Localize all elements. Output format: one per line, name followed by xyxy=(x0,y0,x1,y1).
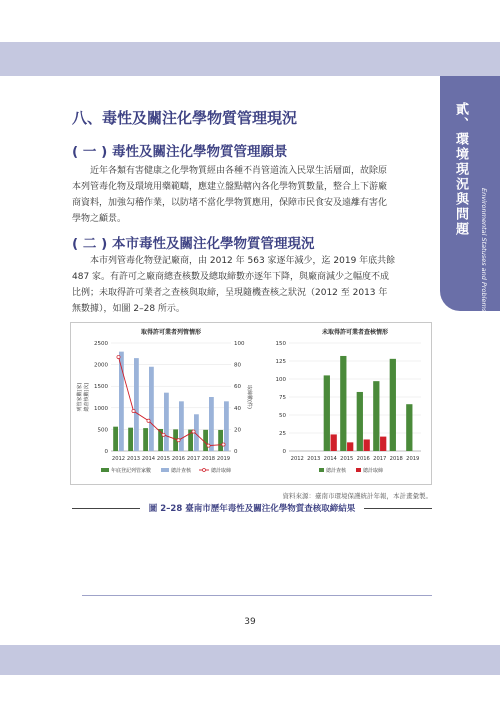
y-tick-label-left: 2000 xyxy=(94,362,108,369)
bar-violations xyxy=(380,437,386,451)
y-tick-label: 75 xyxy=(279,395,286,401)
subsection-2-title: ( 二 ) 本市毒性及關注化學物質管理現況 xyxy=(72,236,315,252)
bar-inspections xyxy=(179,401,184,451)
x-tick-label: 2017 xyxy=(373,456,387,462)
y-tick-label-left: 1500 xyxy=(94,384,108,391)
legend-label-inspections: 總計查核 xyxy=(171,468,192,474)
legend-swatch-registered xyxy=(101,468,109,472)
point-violations xyxy=(177,439,180,442)
y-axis-label-left: 列管家數(家) xyxy=(77,382,83,412)
figure-caption: 圖 2–28 臺南市歷年毒性及關注化學物質查核取締結果 xyxy=(148,504,356,514)
x-tick-label: 2014 xyxy=(323,456,337,462)
y-tick-label-right: 0 xyxy=(234,449,238,455)
legend-label-violations: 總計取締 xyxy=(363,468,384,474)
chart-title: 取得許可業者列管情形 xyxy=(140,329,202,336)
bar-inspections xyxy=(149,367,154,451)
x-tick-label: 2014 xyxy=(141,456,156,462)
x-tick-label: 2017 xyxy=(186,456,201,462)
y-tick-label-left: 2500 xyxy=(94,341,108,347)
figure-box xyxy=(70,322,432,485)
bar-inspections xyxy=(134,358,139,451)
x-tick-label: 2016 xyxy=(171,456,186,462)
y-tick-label-right: 60 xyxy=(234,384,241,391)
point-violations xyxy=(132,409,135,412)
point-violations xyxy=(162,433,165,436)
bar-registered xyxy=(143,428,148,451)
bar-inspections xyxy=(406,404,412,451)
paragraph-line: 近年各類有害健康之化學物質經由各種不肖管道流入民眾生活層面，故除原 xyxy=(72,166,388,176)
bar-inspections xyxy=(164,393,169,451)
y-tick-label-right: 100 xyxy=(234,341,245,347)
x-tick-label: 2012 xyxy=(290,456,304,462)
point-violations xyxy=(207,444,210,447)
source-note: 資料來源：臺南市環境保護統計年報，本計畫彙製。 xyxy=(282,492,432,500)
bar-violations xyxy=(364,439,370,451)
x-tick-label: 2013 xyxy=(126,456,141,462)
chapter-title: 貳、環境現況與問題 xyxy=(453,102,468,237)
paragraph-line: 比例；未取得許可業者之查核與取締，呈現隨機查核之狀況（2012 至 2013 年 xyxy=(72,288,388,298)
y-tick-label-left: 1000 xyxy=(94,405,108,412)
x-tick-label: 2016 xyxy=(356,456,370,462)
legend-label-inspections: 總計查核 xyxy=(326,468,347,474)
y-tick-label: 0 xyxy=(282,449,286,455)
legend-swatch-inspections xyxy=(319,468,324,472)
bar-registered xyxy=(203,430,208,451)
bar-registered xyxy=(128,428,133,451)
x-tick-label: 2019 xyxy=(406,456,420,462)
bar-inspections xyxy=(324,375,330,451)
x-tick-label: 2019 xyxy=(216,456,231,462)
x-tick-label: 2018 xyxy=(389,456,403,462)
top-band xyxy=(0,42,500,76)
subsection-1-paragraph xyxy=(72,163,432,227)
y-axis-label-right: 取締數(件) xyxy=(246,385,252,409)
legend-swatch-violations xyxy=(356,468,361,472)
paragraph-line: 無數據），如圖 2–28 所示。 xyxy=(72,304,185,314)
chart-permitted xyxy=(71,323,261,484)
paragraph-line: 學物之顧景。 xyxy=(72,214,127,224)
legend-label-registered: 年底登記列管家數 xyxy=(111,468,152,474)
y-tick-label-right: 80 xyxy=(234,362,241,369)
page-number: 39 xyxy=(244,617,256,627)
section-heading: 八、毒性及關注化學物質管理現況 xyxy=(72,109,298,127)
paragraph-line: 商資料，加強勾稽作業，以防堵不當化學物質應用，保障市民食安及遠離有害化 xyxy=(72,198,388,208)
x-tick-label: 2015 xyxy=(156,456,171,462)
bar-inspections xyxy=(209,397,214,451)
paragraph-line: 本市列管毒化物登記廠商，由 2012 年 563 家逐年減少，迄 2019 年底共餘 xyxy=(72,256,396,266)
y-tick-label-right: 40 xyxy=(234,405,241,412)
legend-swatch-inspections xyxy=(161,468,169,472)
point-violations xyxy=(117,355,120,358)
point-violations xyxy=(147,419,150,422)
legend-label-violations: 總計取締 xyxy=(211,468,232,474)
y-tick-label: 25 xyxy=(279,431,286,437)
y-tick-label-left: 500 xyxy=(97,427,108,434)
bar-registered xyxy=(113,427,118,451)
legend-marker-violations xyxy=(203,469,206,472)
bar-inspections xyxy=(390,359,396,451)
y-tick-label-left: 0 xyxy=(104,449,108,455)
x-tick-label: 2018 xyxy=(201,456,216,462)
bar-registered xyxy=(218,430,223,451)
bar-violations xyxy=(347,442,353,451)
chapter-subtitle: Environmental Statuses and Problems xyxy=(480,188,488,313)
chart-unpermitted xyxy=(261,323,431,484)
subsection-2-paragraph xyxy=(72,253,432,317)
paragraph-line: 本列管毒化物及環境用藥範疇，應建立盤點轄內各化學物質數量，整合上下游廠 xyxy=(72,182,388,192)
chart-title: 未取得許可業者查核情形 xyxy=(321,329,389,336)
bottom-band xyxy=(0,645,500,675)
y-tick-label: 100 xyxy=(275,377,286,383)
bar-inspections xyxy=(373,381,379,451)
bar-violations xyxy=(331,434,337,451)
footer-rule xyxy=(82,595,432,596)
x-tick-label: 2012 xyxy=(111,456,126,462)
bar-inspections xyxy=(340,356,346,451)
subsection-1-title: ( 一 ) 毒性及關注化學物質管理願景 xyxy=(72,144,288,160)
y-tick-label-right: 20 xyxy=(234,427,241,434)
point-violations xyxy=(192,430,195,433)
y-tick-label: 50 xyxy=(279,413,286,419)
x-tick-label: 2013 xyxy=(307,456,321,462)
figure-caption-row xyxy=(72,502,432,516)
paragraph-line: 487 家。有許可之廠商總查核數及總取締數亦逐年下降，與廠商減少之幅度不成 xyxy=(72,272,390,282)
y-tick-label: 150 xyxy=(275,341,286,347)
bar-inspections xyxy=(357,392,363,451)
y-tick-label: 125 xyxy=(275,359,286,365)
point-violations xyxy=(222,443,225,446)
y-axis-label-left-secondary: 總查核數(次) xyxy=(84,382,90,412)
x-tick-label: 2015 xyxy=(340,456,354,462)
